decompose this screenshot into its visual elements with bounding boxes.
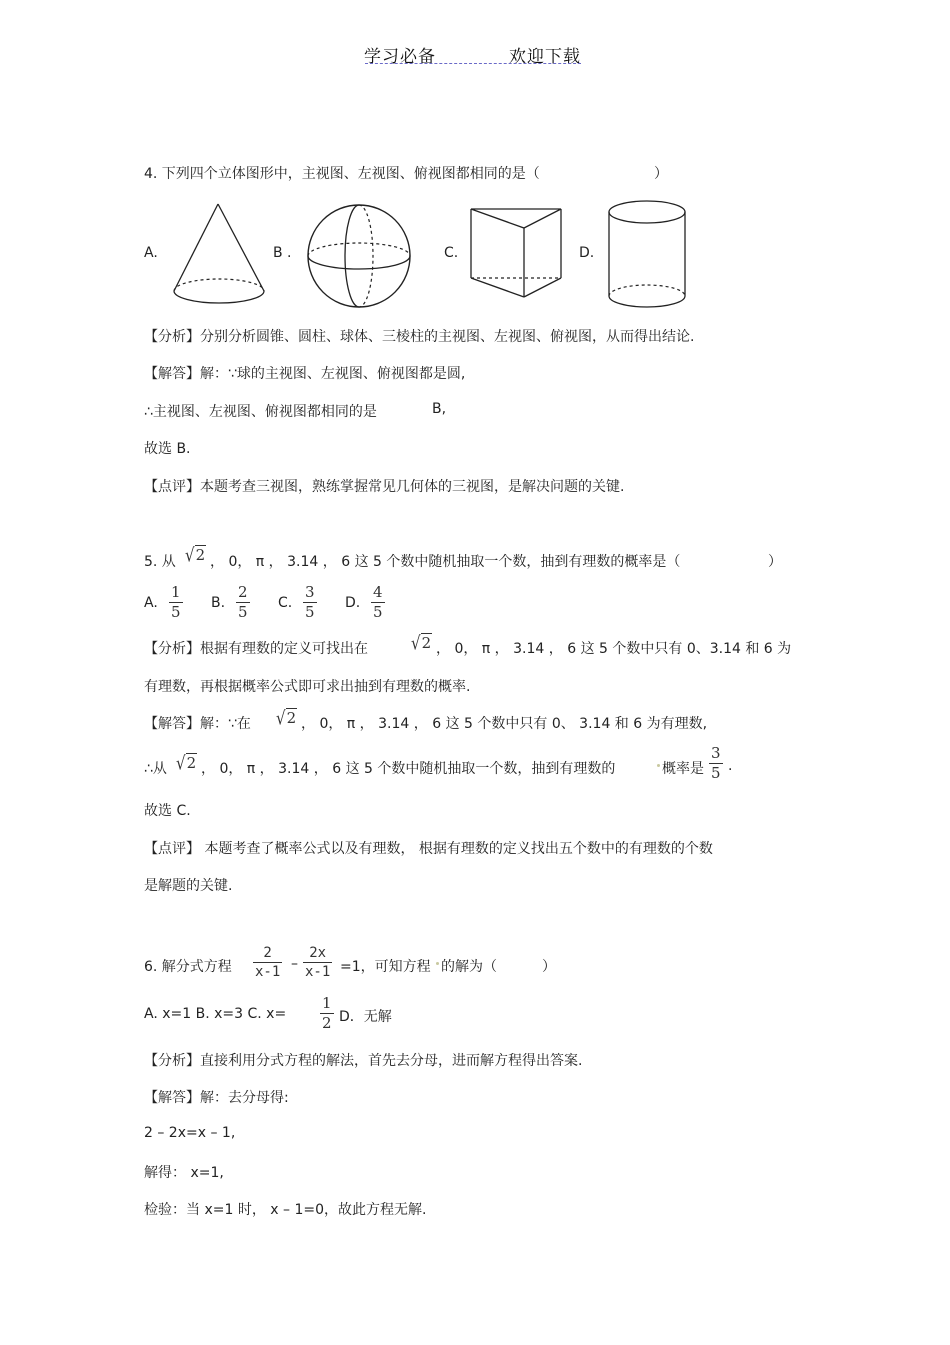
header-underline — [365, 63, 581, 64]
q6-check: 检验：当 x=1 时， x – 1=0，故此方程无解. — [144, 1202, 427, 1218]
q4-analysis: 【分析】分别分析圆锥、圆柱、球体、三棱柱的主视图、左视图、俯视图，从而得出结论. — [144, 329, 695, 345]
q5-analysis-a: 【分析】根据有理数的定义可找出在 — [144, 641, 368, 657]
q4-choice: 故选 B. — [144, 441, 191, 457]
q5-frac-a: 1 5 — [171, 583, 181, 621]
q4-comment: 【点评】本题考查三视图，熟练掌握常见几何体的三视图，是解决问题的关键. — [144, 479, 625, 495]
q5-therefore-b: ， 0， π ， 3.14 ， 6 这 5 个数中随机抽取一个数，抽到有理数的 — [201, 761, 616, 777]
q4-answer-1: 【解答】解：∵球的主视图、左视图、俯视图都是圆, — [144, 366, 466, 382]
q6-step-1: 2 – 2x=x – 1, — [144, 1125, 236, 1141]
q6-answer: 【解答】解：去分母得: — [144, 1090, 289, 1106]
q4-option-d: D. — [579, 245, 595, 261]
q5-comment-1: 【点评】 本题考查了概率公式以及有理数， 根据有理数的定义找出五个数中的有理数的个数 — [144, 841, 713, 857]
q4-option-a: A. — [144, 245, 158, 261]
q6-analysis: 【分析】直接利用分式方程的解法，首先去分母，进而解方程得出答案. — [144, 1053, 583, 1069]
q5-comment-2: 是解题的关键. — [144, 878, 233, 894]
q4-option-b: B . — [273, 245, 292, 261]
stray-dot — [657, 764, 660, 767]
q5-frac-b: 2 5 — [238, 583, 248, 621]
q6-minus: – — [291, 956, 298, 972]
q6-stem-b: =1，可知方程 — [340, 959, 431, 975]
q4-answer-2: ∴主视图、左视图、俯视图都相同的是 — [144, 404, 377, 420]
q5-therefore-sqrt: √2 — [176, 751, 197, 775]
q5-option-a: A. — [144, 595, 158, 611]
header-right: 欢迎下载 — [509, 47, 581, 67]
q5-result-frac: 3 5 — [711, 744, 721, 782]
q6-stem-c: 的解为（ — [441, 959, 497, 975]
triangular-prism-icon — [468, 206, 564, 300]
q6-options-a: A. x=1 B. x=3 C. x= — [144, 1006, 287, 1022]
q5-option-b: B. — [211, 595, 226, 611]
q5-therefore-a: ∴从 — [144, 761, 167, 777]
q5-frac-c: 3 5 — [305, 583, 315, 621]
q5-analysis-sqrt: √2 — [411, 631, 432, 655]
q4-answer-2-value: B, — [432, 401, 447, 417]
q5-answer-sqrt: √2 — [276, 706, 297, 730]
q5-analysis-b: ， 0， π ， 3.14 ， 6 这 5 个数中只有 0、3.14 和 6 为 — [436, 641, 792, 657]
stray-dot — [436, 962, 439, 965]
q5-option-d: D. — [345, 595, 361, 611]
q4-paren-close: ） — [654, 166, 668, 182]
q5-therefore-c: 概率是 — [662, 761, 704, 777]
q5-answer-a: 【解答】解：∵在 — [144, 716, 251, 732]
q5-stem-sqrt: √2 — [185, 543, 206, 567]
q5-stem-b: ， 0， π ， 3.14 ， 6 这 5 个数中随机抽取一个数，抽到有理数的概率是（ — [210, 554, 681, 570]
q5-stem-a: 5. 从 — [144, 554, 176, 570]
q5-paren-close: ） — [768, 554, 782, 570]
cone-icon — [170, 202, 270, 308]
q5-result-period: . — [728, 758, 733, 774]
q6-frac-1: 2 x-1 — [255, 945, 281, 980]
q6-frac-2: 2x x-1 — [305, 945, 331, 980]
q5-option-c: C. — [278, 595, 293, 611]
q4-stem: 4. 下列四个立体图形中，主视图、左视图、俯视图都相同的是（ — [144, 166, 540, 182]
header-left: 学习必备 — [364, 47, 436, 67]
q6-paren-close: ） — [542, 959, 556, 975]
cylinder-icon — [607, 198, 689, 312]
q6-frac-c: 1 2 — [322, 994, 332, 1032]
q4-option-c: C. — [444, 245, 459, 261]
q6-options-b: D．无解 — [339, 1009, 392, 1025]
q5-frac-d: 4 5 — [373, 583, 383, 621]
q5-analysis-2: 有理数，再根据概率公式即可求出抽到有理数的概率. — [144, 679, 471, 695]
q6-stem-a: 6. 解分式方程 — [144, 959, 232, 975]
q6-step-2: 解得： x=1, — [144, 1165, 224, 1181]
q5-choice: 故选 C. — [144, 803, 191, 819]
q5-answer-b: ， 0， π ， 3.14 ， 6 这 5 个数中只有 0、 3.14 和 6 为有理数, — [301, 716, 708, 732]
sphere-icon — [306, 203, 414, 309]
